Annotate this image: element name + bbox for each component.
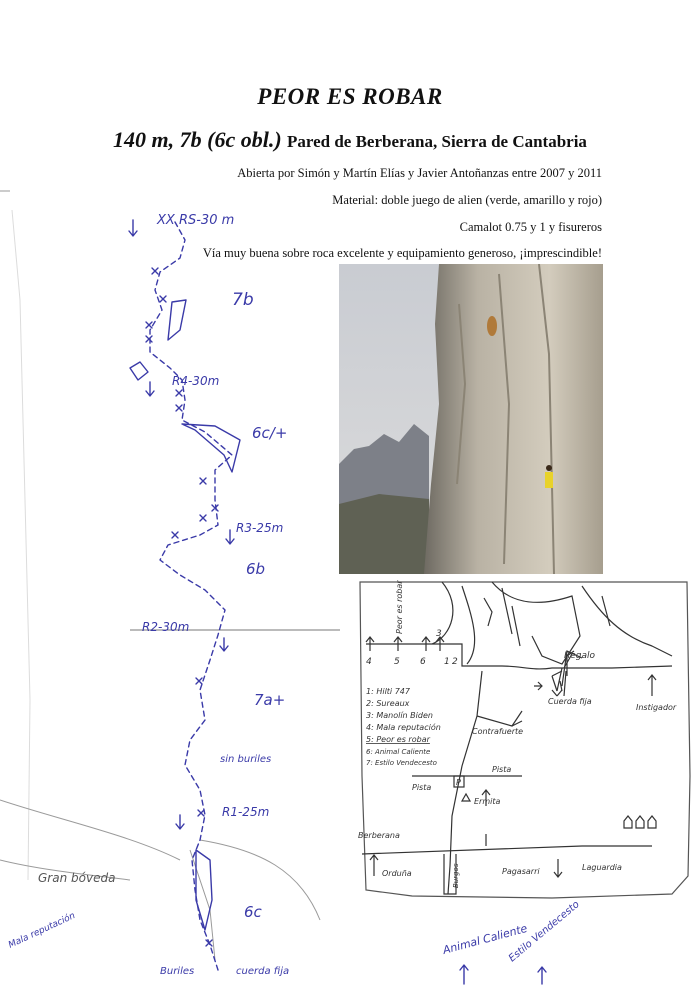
estilo-vendecesto-arrow <box>538 967 546 984</box>
trail-branch-2 <box>552 676 557 691</box>
info-description: Vía muy buena sobre roca excelente y equipamiento generoso, ¡imprescindible! <box>202 246 602 260</box>
approach-map <box>352 576 692 986</box>
sin-buriles-label: sin buriles <box>220 754 272 765</box>
legend-item-7: 7: Estilo Vendecesto <box>366 759 437 767</box>
bush-icon <box>130 362 148 380</box>
belay-r5-label: XX RS-30 m <box>157 213 235 228</box>
belay-r2-label: R2-30m <box>142 620 190 634</box>
flake-7b <box>168 300 186 340</box>
bolt-marks <box>146 268 218 946</box>
route-number-3: 3 <box>436 629 442 639</box>
regalo-label: Regalo <box>564 651 596 661</box>
pista-label-1: Pista <box>492 765 512 774</box>
route-number-4: 4 <box>366 657 372 667</box>
instigador-label: Instigador <box>636 703 677 712</box>
map-legend <box>366 687 441 767</box>
route-number-2: 2 <box>452 657 458 667</box>
pitch4-grade: 6c/+ <box>252 424 288 442</box>
legend-item-3: 3: Manolín Biden <box>366 711 433 720</box>
pagasarri-label: Pagasarri <box>502 867 540 876</box>
gran-boveda-label: Gran bóveda <box>38 871 116 885</box>
buriles-label: Buriles <box>160 966 195 977</box>
legend-item-5: 5: Peor es robar <box>366 735 430 744</box>
village-icon <box>624 816 656 828</box>
main-road <box>362 846 652 854</box>
contrafuerte-arrow <box>534 682 542 690</box>
page-title: PEOR ES ROBAR <box>257 84 443 109</box>
route-line <box>150 222 232 970</box>
cliff-features <box>484 596 610 646</box>
wall-base-path <box>366 644 672 669</box>
route-location: Pared de Berberana, Sierra de Cantabria <box>286 132 587 151</box>
contrafuerte-label: Contrafuerte <box>472 727 524 736</box>
cuerda-fija-line <box>560 681 562 691</box>
burgos-label: Burgos <box>452 863 460 888</box>
info-material: Material: doble juego de alien (verde, amarillo y rojo) <box>332 193 602 207</box>
info-camalot: Camalot 0.75 y 1 y fisureros <box>459 220 602 234</box>
legend-item-4: 4: Mala reputación <box>366 723 441 732</box>
belay-r4-label: R4-30m <box>172 374 220 388</box>
rappel-arrow-r2 <box>220 638 228 651</box>
belay-r3-label: R3-25m <box>236 521 284 535</box>
crack-6c <box>196 850 212 930</box>
mala-reputacion-label: Mala reputación <box>7 911 77 951</box>
belay-r1-label: R1-25m <box>222 805 270 819</box>
rappel-arrow-r5 <box>129 220 137 236</box>
pista-label-2: Pista <box>412 783 432 792</box>
parking-label: P <box>456 778 461 787</box>
route-number-1: 1 <box>444 657 450 667</box>
orduna-arrow <box>370 855 378 876</box>
pagasarri-arrow <box>554 859 562 877</box>
route-number-6: 6 <box>420 657 426 667</box>
instigador-arrow <box>648 675 656 696</box>
ermita-label: Ermita <box>474 797 501 806</box>
legend-item-2: 2: Sureaux <box>366 699 410 708</box>
peor-es-robar-label: Peor es robar <box>395 580 404 634</box>
rappel-arrow-r4 <box>146 382 154 396</box>
pitch1-grade: 6c <box>244 903 262 921</box>
flake-6c <box>182 424 240 472</box>
orduna-label: Orduña <box>382 869 412 878</box>
berberana-label: Berberana <box>358 831 400 840</box>
approach-trail <box>448 671 482 894</box>
info-openers: Abierta por Simón y Martín Elías y Javier Antoñanzas entre 2007 y 2011 <box>237 166 602 180</box>
route-number-5: 5 <box>394 657 400 667</box>
pitch5-grade: 7b <box>232 290 254 310</box>
pitch3-grade: 6b <box>246 560 266 578</box>
wall-photo <box>339 264 603 574</box>
rappel-arrow-r3 <box>226 530 234 544</box>
animal-caliente-label: Animal Caliente <box>441 921 529 957</box>
cuerda-fija-label-map: Cuerda fija <box>548 697 592 706</box>
ermita-icon <box>462 794 470 801</box>
wall-photo-image <box>339 264 603 574</box>
animal-caliente-arrow <box>460 965 468 984</box>
vault-outline-1 <box>0 800 180 860</box>
cuerda-fija-label: cuerda fija <box>236 966 290 977</box>
pencil-edge-left <box>12 210 30 880</box>
pitch2-grade: 7a+ <box>254 691 286 709</box>
cliff-outline <box>432 582 672 664</box>
estilo-vendecesto-label: Estilo Vendecesto <box>506 899 582 965</box>
laguardia-label: Laguardia <box>582 863 622 872</box>
regalo-line <box>564 671 566 696</box>
route-grade: 140 m, 7b (6c obl.) <box>113 127 282 152</box>
rappel-arrow-r1 <box>176 815 184 829</box>
legend-item-1: 1: Hilti 747 <box>366 687 410 696</box>
legend-item-6: 6: Animal Caliente <box>366 748 431 756</box>
